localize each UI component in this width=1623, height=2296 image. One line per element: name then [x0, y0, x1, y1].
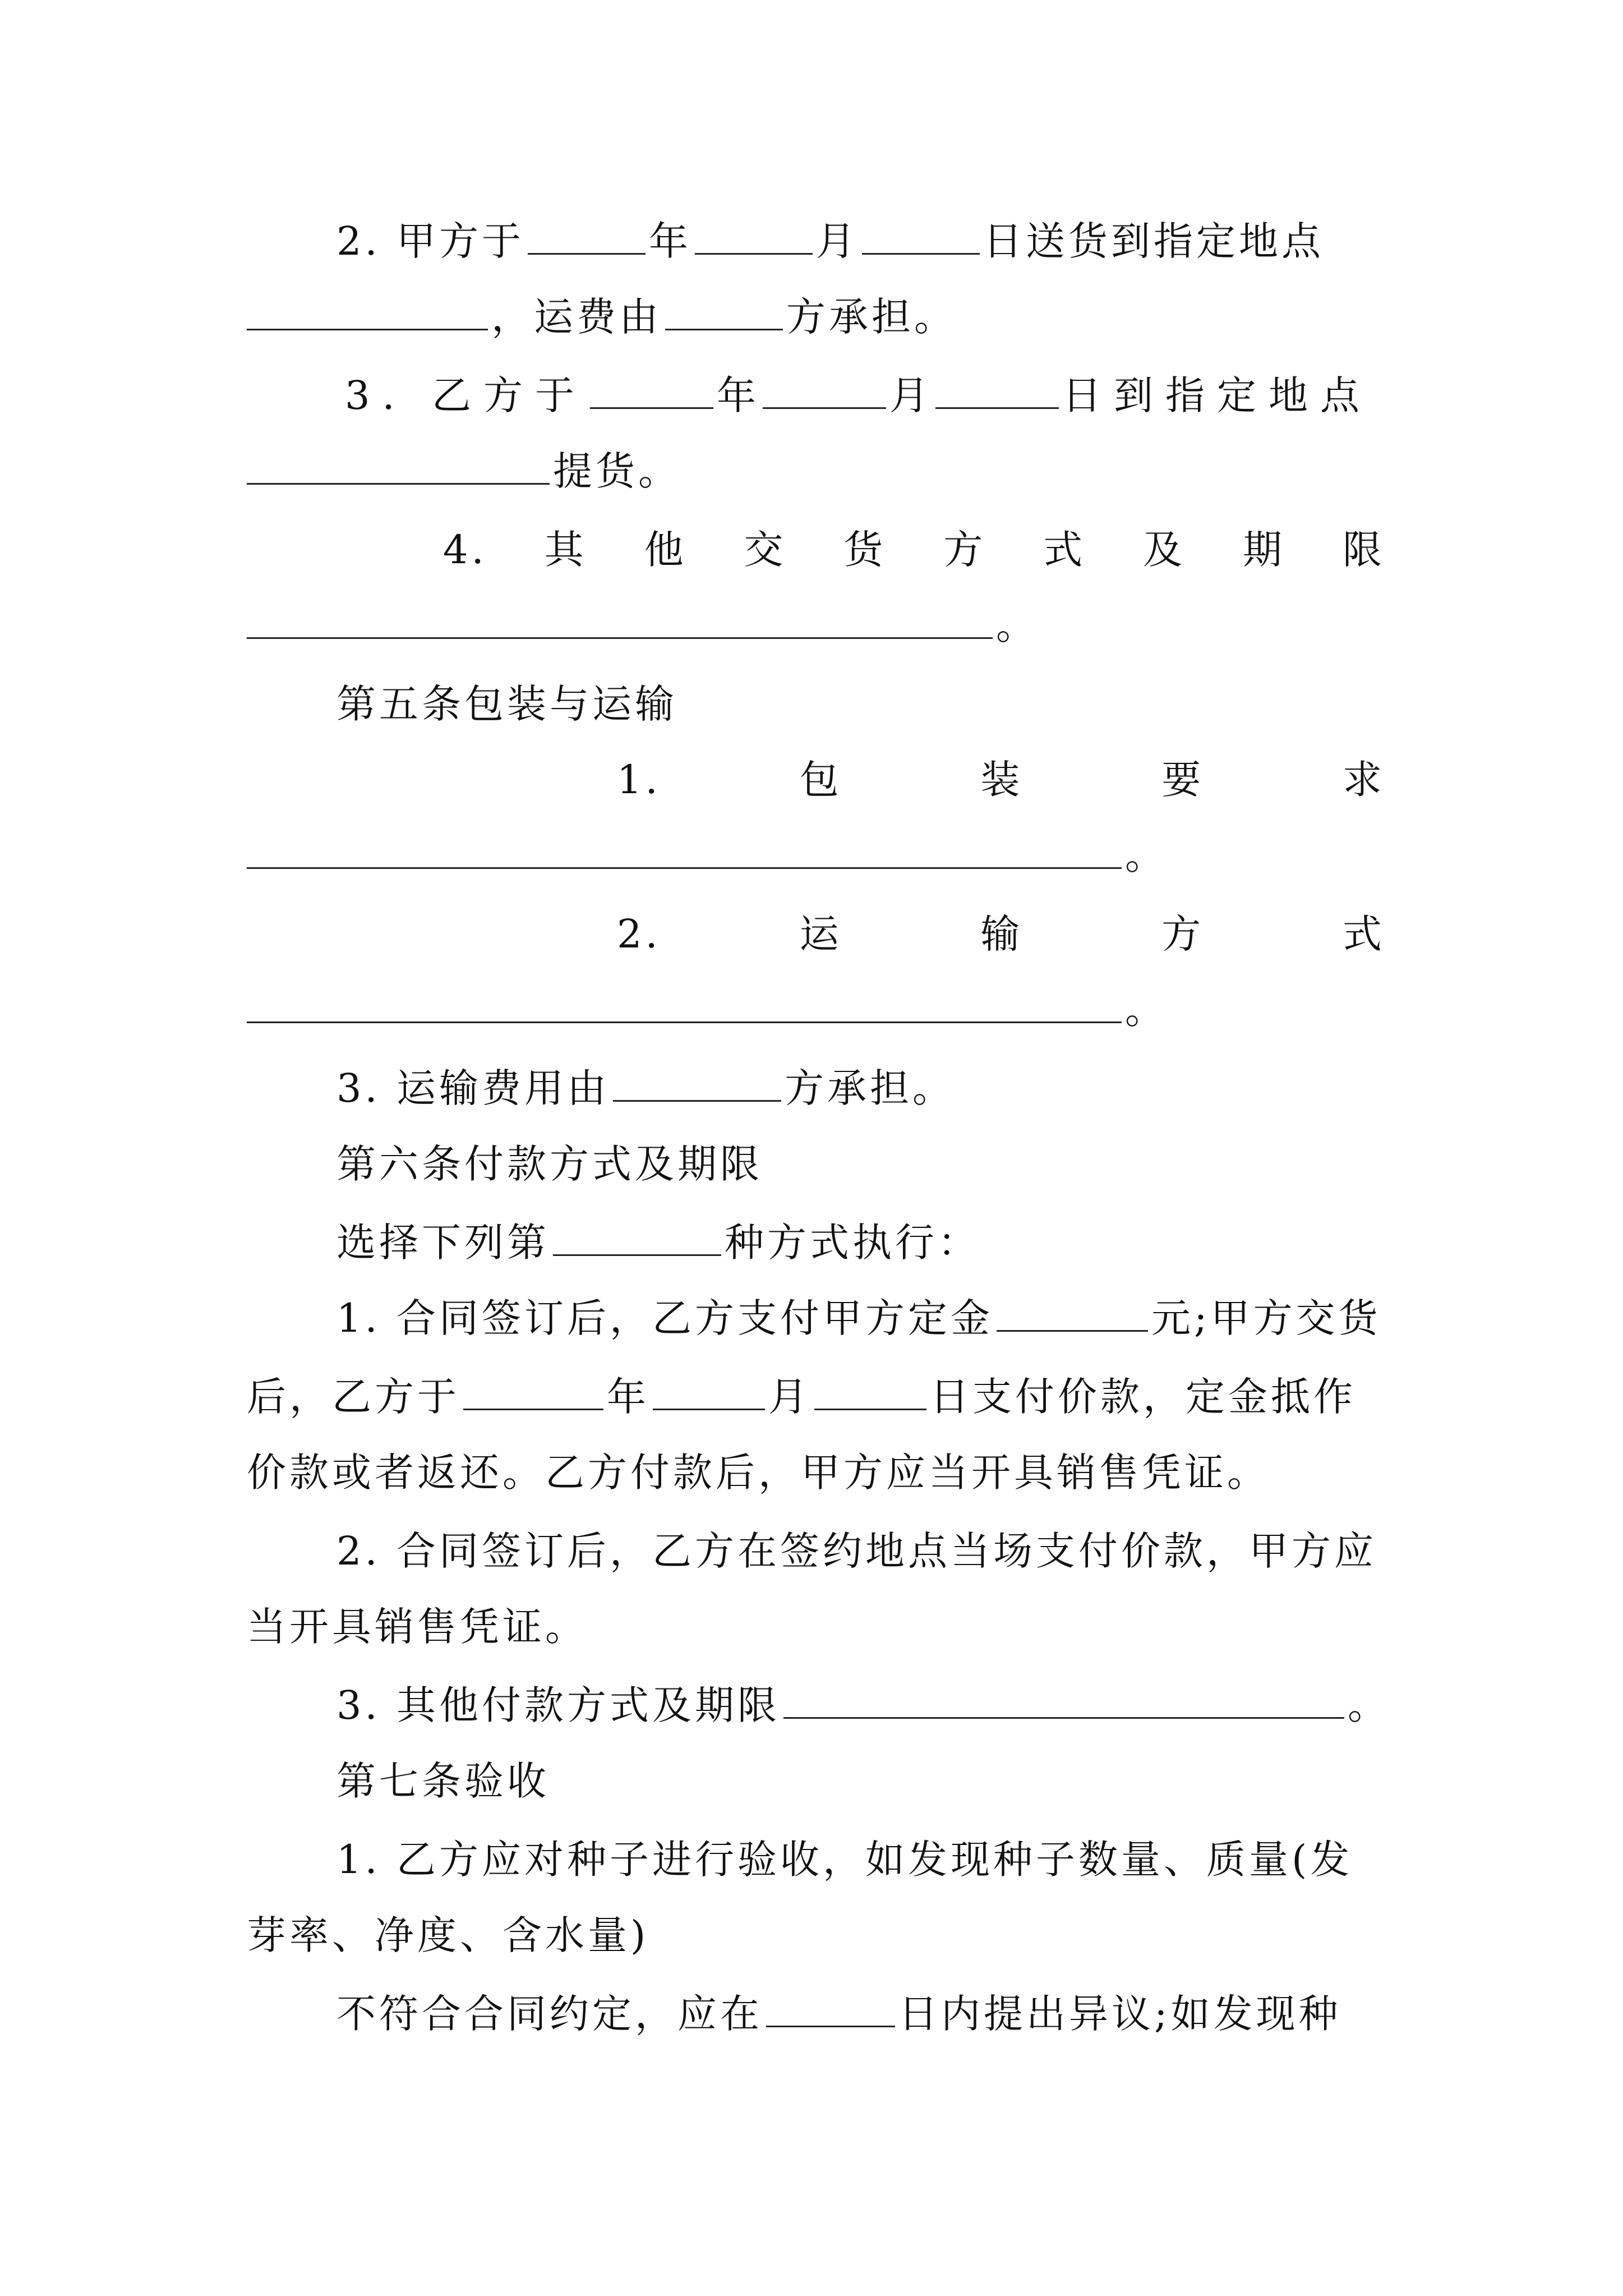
spread-char: 其: [544, 527, 587, 573]
clause-6-2-line-1: [247, 1520, 1385, 1582]
text-segment: 后，乙方于: [247, 1374, 460, 1420]
spread-char: 及: [1143, 527, 1186, 573]
blank-field[interactable]: [613, 1061, 781, 1102]
text-segment: 年: [649, 218, 692, 264]
text-segment: 2. 甲方于: [336, 218, 525, 264]
clause-5-1-heading: [247, 749, 1385, 811]
text-segment: 日送货到指定地点: [983, 218, 1325, 264]
item-number: 4.: [443, 527, 487, 573]
spread-char: 交: [744, 527, 787, 573]
spread-char: 期: [1243, 527, 1286, 573]
spread-char: 输: [980, 911, 1023, 957]
article-6-choice: [247, 1212, 1385, 1273]
text-segment: 种方式执行：: [725, 1220, 980, 1266]
text-segment: 。: [1125, 987, 1168, 1033]
clause-7-1-line-3: [247, 1983, 1385, 2045]
clause-6-3: [247, 1674, 1391, 1736]
text-segment: 日内提出异议;如发现种: [898, 1991, 1341, 2037]
text-segment: 。: [1348, 1682, 1391, 1728]
clause-6-2-line-2: [247, 1596, 1385, 1658]
text-segment: 日支付价款，定金抵作: [930, 1374, 1356, 1420]
clause-4-4-blank-line: [247, 595, 1385, 656]
clause-4-3-line-1: [247, 365, 1385, 426]
text-segment: 不符合合同约定，应在: [336, 1991, 763, 2037]
spread-char: 要: [1161, 757, 1205, 803]
spread-char: 货: [843, 527, 887, 573]
spread-char: 装: [980, 757, 1023, 803]
text-segment: 选择下列第: [336, 1220, 550, 1266]
blank-field[interactable]: [247, 289, 488, 330]
spread-char: 限: [1342, 527, 1385, 573]
clause-6-1-line-2: [247, 1366, 1385, 1428]
blank-field[interactable]: [463, 1369, 603, 1410]
clause-4-2-line-1: [247, 210, 1385, 272]
text-segment: 。: [996, 602, 1039, 648]
text-segment: 月: [889, 372, 933, 418]
section-heading: 第五条包装与运输: [336, 681, 677, 727]
text-segment: 元;甲方交货: [1151, 1295, 1381, 1341]
spread-char: 他: [644, 527, 687, 573]
blank-field[interactable]: [247, 982, 1122, 1023]
item-number: 1.: [617, 757, 661, 803]
paragraph-text: 2. 合同签订后，乙方在签约地点当场支付价款，甲方应: [336, 1528, 1377, 1574]
clause-6-1-line-1: [247, 1287, 1385, 1349]
clause-5-3: [247, 1057, 1385, 1119]
blank-field[interactable]: [935, 368, 1059, 409]
blank-field[interactable]: [247, 598, 993, 639]
blank-field[interactable]: [553, 1215, 721, 1256]
paragraph-text: 1. 乙方应对种子进行验收，如发现种子数量、质量(发: [336, 1837, 1353, 1883]
blank-field[interactable]: [665, 289, 783, 330]
clause-6-1-line-3: [247, 1442, 1385, 1503]
text-segment: 提货。: [553, 448, 681, 494]
spread-char: 方: [1161, 911, 1205, 957]
text-segment: 3. 乙方于: [345, 372, 587, 418]
text-segment: 1. 合同签订后，乙方支付甲方定金: [336, 1295, 994, 1341]
text-segment: 3. 其他付款方式及期限: [336, 1682, 781, 1728]
blank-field[interactable]: [763, 368, 886, 409]
spread-char: 包: [799, 757, 842, 803]
blank-field[interactable]: [814, 1369, 926, 1410]
clause-7-1-line-1: [247, 1829, 1385, 1890]
blank-field[interactable]: [653, 1369, 765, 1410]
clause-4-2-line-2: [247, 286, 1385, 348]
clause-4-3-line-2: [247, 440, 1385, 502]
article-7-heading: [247, 1750, 1385, 1812]
clause-7-1-line-2: [247, 1904, 1385, 1966]
text-segment: 方承担。: [786, 294, 957, 340]
article-6-heading: [247, 1133, 1385, 1195]
blank-field[interactable]: [528, 214, 645, 255]
clause-5-2-blank-line: [247, 979, 1385, 1041]
paragraph-text: 芽率、净度、含水量): [247, 1912, 649, 1958]
blank-field[interactable]: [695, 214, 813, 255]
paragraph-text: 价款或者返还。乙方付款后，甲方应当开具销售凭证。: [247, 1450, 1270, 1496]
blank-field[interactable]: [590, 368, 713, 409]
text-segment: 。: [1125, 832, 1168, 878]
paragraph-text: 当开具销售凭证。: [247, 1604, 588, 1650]
item-number: 2.: [617, 911, 661, 957]
text-segment: 月: [768, 1374, 811, 1420]
spread-char: 式: [1342, 911, 1385, 957]
section-heading: 第六条付款方式及期限: [336, 1141, 763, 1187]
text-segment: ，运费由: [491, 294, 662, 340]
clause-5-1-blank-line: [247, 825, 1385, 886]
article-5-heading: [247, 673, 1385, 735]
blank-field[interactable]: [247, 828, 1122, 869]
text-segment: 年: [717, 372, 760, 418]
text-segment: 日到指定地点: [1062, 372, 1372, 418]
text-segment: 方承担。: [785, 1065, 956, 1111]
text-segment: 年: [607, 1374, 649, 1420]
spread-char: 式: [1043, 527, 1086, 573]
blank-field[interactable]: [766, 1986, 895, 2027]
spread-char: 方: [943, 527, 986, 573]
clause-4-4-heading: [247, 519, 1385, 581]
text-segment: 月: [816, 218, 859, 264]
section-heading: 第七条验收: [336, 1758, 550, 1804]
text-segment: 3. 运输费用由: [336, 1065, 610, 1111]
blank-field[interactable]: [783, 1678, 1344, 1719]
blank-field[interactable]: [247, 444, 550, 485]
clause-5-2-heading: [247, 903, 1385, 965]
blank-field[interactable]: [862, 214, 980, 255]
spread-char: 运: [799, 911, 842, 957]
spread-char: 求: [1342, 757, 1385, 803]
blank-field[interactable]: [997, 1291, 1148, 1332]
